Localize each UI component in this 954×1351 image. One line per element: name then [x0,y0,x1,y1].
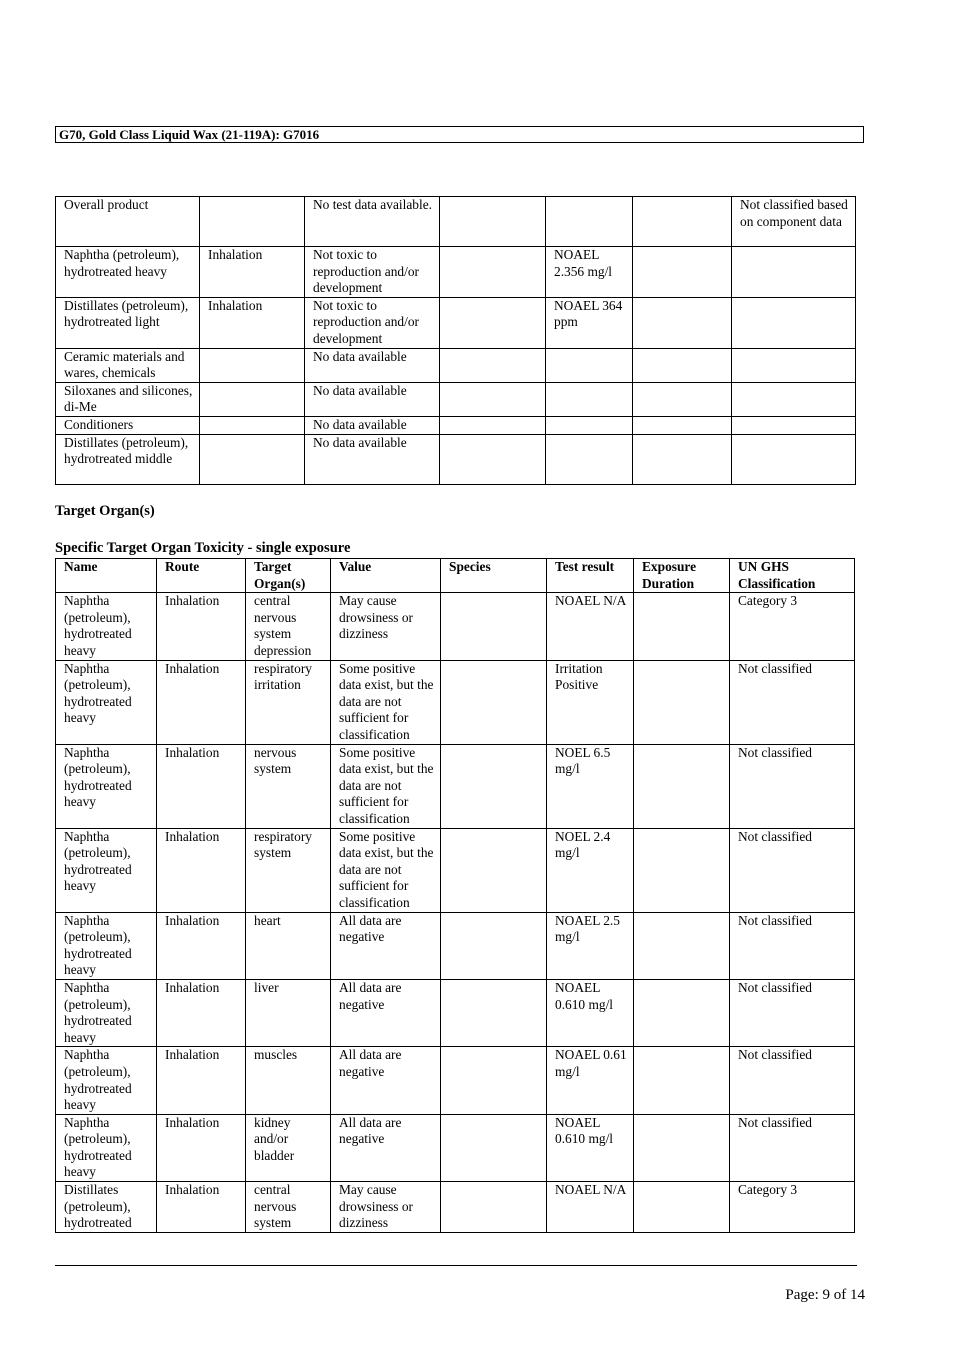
table-cell [200,348,305,382]
table-cell [440,434,546,484]
table-cell: central nervous system depression [246,593,331,660]
table-cell: respiratory system [246,828,331,912]
table-cell [441,744,547,828]
table-cell: No data available [305,348,440,382]
table-cell: Distillates (petroleum), hydrotreated [56,1182,157,1233]
table-cell [633,197,732,247]
table-cell [633,297,732,348]
table-cell: respiratory irritation [246,660,331,744]
table-cell: kidney and/or bladder [246,1114,331,1181]
table-cell [634,979,730,1046]
table-cell: Inhalation [157,979,246,1046]
table-row [56,348,856,382]
table-cell [200,382,305,416]
table-cell: Naphtha (petroleum), hydrotreated heavy [56,912,157,979]
table-row [56,744,855,828]
table-cell [546,348,633,382]
table-row [56,979,855,1046]
table-cell: NOAEL 2.5 mg/l [547,912,634,979]
table-cell: Inhalation [157,828,246,912]
table-cell [440,297,546,348]
table-cell: central nervous system [246,1182,331,1233]
table-cell: Some positive data exist, but the data are not sufficient for classification [331,828,441,912]
table-cell [634,660,730,744]
table-cell [441,979,547,1046]
table-cell [546,434,633,484]
table-cell: Inhalation [157,912,246,979]
table-cell: Not classified [730,828,855,912]
table-cell [441,660,547,744]
table-cell: Irritation Positive [547,660,634,744]
table-cell: Inhalation [157,593,246,660]
table-cell [546,416,633,434]
table-cell: Overall product [56,197,200,247]
table-cell: Category 3 [730,1182,855,1233]
table-cell: All data are negative [331,1047,441,1114]
table-cell [440,348,546,382]
page-number: Page: 9 of 14 [785,1287,865,1303]
table-cell: heart [246,912,331,979]
table-cell [732,348,856,382]
table-cell: All data are negative [331,912,441,979]
table-cell: Naphtha (petroleum), hydrotreated heavy [56,828,157,912]
table-cell: All data are negative [331,979,441,1046]
table-cell: liver [246,979,331,1046]
table-cell: Not classified [730,979,855,1046]
table-cell [634,912,730,979]
table-cell: NOAEL N/A [547,593,634,660]
table-cell [200,434,305,484]
table-cell: NOAEL N/A [547,1182,634,1233]
table-cell: Naphtha (petroleum), hydrotreated heavy [56,247,200,298]
table-cell: NOAEL 364 ppm [546,297,633,348]
column-header: Route [157,559,246,593]
table-cell [634,1047,730,1114]
table-cell: Not classified based on component data [732,197,856,247]
table-cell [440,197,546,247]
table-cell: No data available [305,416,440,434]
column-header: Exposure Duration [634,559,730,593]
column-header: Value [331,559,441,593]
table-cell: NOAEL 2.356 mg/l [546,247,633,298]
table-cell: Naphtha (petroleum), hydrotreated heavy [56,979,157,1046]
table-cell: NOEL 6.5 mg/l [547,744,634,828]
table-cell: May cause drowsiness or dizziness [331,1182,441,1233]
stot-single-exposure-table [55,558,855,1233]
table-cell [633,382,732,416]
table-cell: Naphtha (petroleum), hydrotreated heavy [56,744,157,828]
target-organs-heading: Target Organ(s) [55,503,155,519]
table-cell: nervous system [246,744,331,828]
table-cell [732,382,856,416]
table-cell: Naphtha (petroleum), hydrotreated heavy [56,1047,157,1114]
footer-divider [55,1265,857,1266]
table-cell [441,593,547,660]
table-cell [441,828,547,912]
table-cell [732,247,856,298]
table-cell [634,1114,730,1181]
table-cell: Inhalation [200,247,305,298]
stot-single-heading: Specific Target Organ Toxicity - single exposure [55,540,351,556]
table-cell [633,247,732,298]
table-cell: Distillates (petroleum), hydrotreated light [56,297,200,348]
table-cell: Some positive data exist, but the data are not sufficient for classification [331,660,441,744]
table-cell [732,434,856,484]
table-cell: No data available [305,434,440,484]
table-cell [441,912,547,979]
table-cell [441,1182,547,1233]
table-cell: Naphtha (petroleum), hydrotreated heavy [56,1114,157,1181]
table-cell: Not classified [730,912,855,979]
table-row [56,593,855,660]
column-header: Name [56,559,157,593]
table-cell [634,1182,730,1233]
table-cell [200,416,305,434]
table-row [56,297,856,348]
column-header: UN GHS Classification [730,559,855,593]
table-cell: No data available [305,382,440,416]
table-cell [440,382,546,416]
table-cell: Category 3 [730,593,855,660]
table-cell: Inhalation [157,660,246,744]
table-cell [440,247,546,298]
table-cell: Not classified [730,1047,855,1114]
column-header: Target Organ(s) [246,559,331,593]
table-row [56,434,856,484]
table-cell [200,197,305,247]
column-header: Species [441,559,547,593]
table-cell: Inhalation [157,744,246,828]
table-cell: NOAEL 0.610 mg/l [547,979,634,1046]
table-cell [441,1114,547,1181]
table-row [56,1047,855,1114]
table-cell: May cause drowsiness or dizziness [331,593,441,660]
table-cell: Some positive data exist, but the data are not sufficient for classification [331,744,441,828]
table-cell [732,297,856,348]
table-cell: Naphtha (petroleum), hydrotreated heavy [56,593,157,660]
table-cell: muscles [246,1047,331,1114]
table-row [56,247,856,298]
table-cell [634,828,730,912]
table-cell [440,416,546,434]
table-cell [546,197,633,247]
table-cell: Distillates (petroleum), hydrotreated middle [56,434,200,484]
table-cell: Not classified [730,1114,855,1181]
table-cell: NOAEL 0.61 mg/l [547,1047,634,1114]
table-cell [546,382,633,416]
table-cell: NOAEL 0.610 mg/l [547,1114,634,1181]
table-cell: Not toxic to reproduction and/or development [305,297,440,348]
table-cell [634,593,730,660]
table-cell: Inhalation [200,297,305,348]
table-cell: NOEL 2.4 mg/l [547,828,634,912]
table-row [56,1182,855,1233]
table-cell: Inhalation [157,1182,246,1233]
table-cell [633,348,732,382]
table-row [56,912,855,979]
table-cell: Conditioners [56,416,200,434]
table-cell: Not classified [730,744,855,828]
table-cell: Inhalation [157,1047,246,1114]
table-cell: Siloxanes and silicones, di-Me [56,382,200,416]
document-header: G70, Gold Class Liquid Wax (21-119A): G7016 [55,126,864,143]
reproductive-toxicity-table [55,196,856,485]
table-cell: Not classified [730,660,855,744]
table-cell [633,434,732,484]
table-row [56,382,856,416]
table-cell: Not toxic to reproduction and/or development [305,247,440,298]
table-row [56,828,855,912]
table-row [56,660,855,744]
table-cell: Inhalation [157,1114,246,1181]
table-cell [732,416,856,434]
table-cell: Naphtha (petroleum), hydrotreated heavy [56,660,157,744]
table-row [56,197,856,247]
table-row [56,416,856,434]
table-row [56,1114,855,1181]
table-header-row [56,559,855,593]
table-cell: All data are negative [331,1114,441,1181]
table-cell [634,744,730,828]
table-cell: Ceramic materials and wares, chemicals [56,348,200,382]
column-header: Test result [547,559,634,593]
table-cell [633,416,732,434]
table-cell [441,1047,547,1114]
table-cell: No test data available. [305,197,440,247]
